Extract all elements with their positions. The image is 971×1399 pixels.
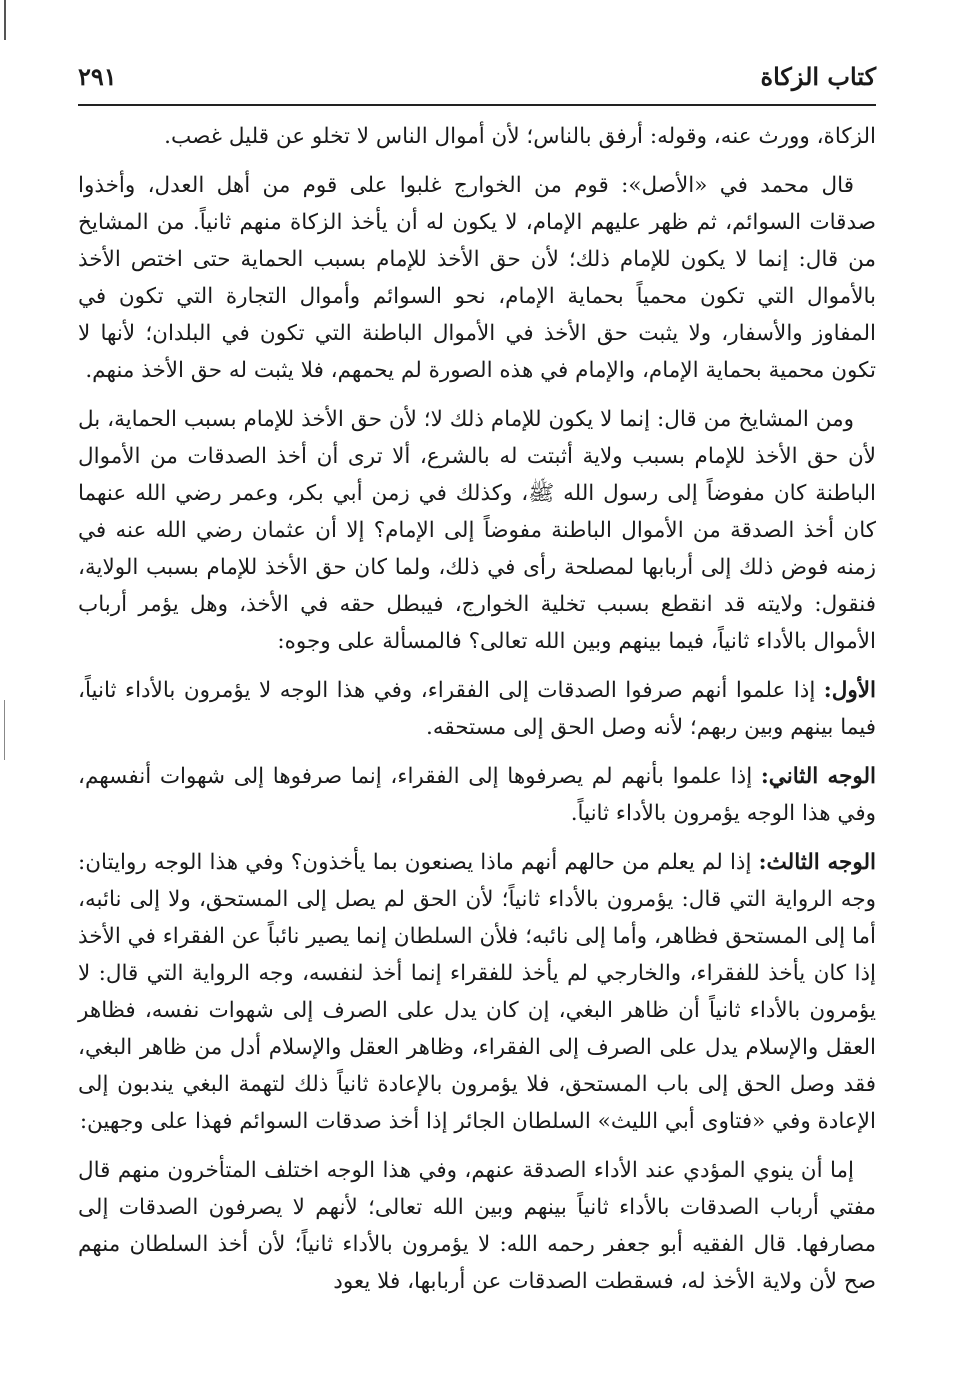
scan-edge-mark (4, 0, 6, 40)
paragraph-lead: الوجه الثاني: (760, 764, 877, 789)
paragraph-text: ومن المشايخ من قال: إنما لا يكون للإمام ذلك لا؛ لأن حق الأخذ للإمام بسبب الحماية، بل لأن حق الأخذ للإمام بسبب ولاية أثبتت له بالشرع، ألا ترى أن أخذ الصدقات من الأموال الباطنة كان مفوضاً إلى رسول الله ﷺ، وكذلك في زمن أبي بكر، وعمر رضي الله عنهما كان أخذ الصدقة من الأموال الباطنة مفوضاً إلى الإمام؟ إلا أن عثمان رضي الله عنه في زمنه فوض ذلك إلى أربابها لمصلحة رأى في ذلك، ولما كان حق الأخذ للإمام بسبب الولاية، فنقول: ولايته قد انقطع بسبب تخلية الخوارج، فيبطل حقه في الأخذ، وهل يؤمر أرباب الأموال بالأداء ثانياً، فيما بينهم وبين الله تعالى؟ فالمسألة على وجوه: (78, 407, 876, 654)
chapter-title: كتاب الزكاة (760, 62, 876, 91)
paragraph-lead: الأول: (823, 678, 876, 703)
paragraph-text: إذا علموا أنهم صرفوا الصدقات إلى الفقراء، وفي هذا الوجه لا يؤمرون بالأداء ثانياً، فيما بينهم وبين ربهم؛ لأنه وصل الحق إلى مستحقه. (78, 678, 876, 740)
paragraph-text: قال محمد في «الأصل»: قوم من الخوارج غلبوا على قوم من أهل العدل، وأخذوا صدقات السوائم، ثم ظهر عليهم الإمام، لا يكون له أن يأخذ الزكاة منهم ثانياً. من المشايخ من قال: إنما لا يكون للإمام ذلك؛ لأن حق الأخذ للإمام بسبب الحماية حتى اختص الأخذ بالأموال التي تكون محمياً بحماية الإمام، نحو السوائم وأموال التجارة التي تكون في المفاوز والأسفار، ولا يثبت حق الأخذ في الأموال الباطنة التي تكون في البلدان؛ لأنها لا تكون محمية بحماية الإمام، والإمام في هذه الصورة لم يحمهم، فلا يثبت له حق الأخذ منهم. (78, 173, 876, 383)
paragraph-text: الزكاة، وورث عنه، وقوله: أرفق بالناس؛ لأن أموال الناس لا تخلو عن قليل غصب. (164, 124, 876, 149)
body-text (78, 118, 876, 1312)
paragraph (78, 1152, 876, 1300)
paragraph-text: إذا لم يعلم من حالهم أنهم ماذا يصنعون بما يأخذون؟ وفي هذا الوجه روايتان: وجه الرواية التي قال: يؤمرون بالأداء ثانياً؛ لأن الحق لم يصل إلى المستحق، ولا إلى نائبه، أما إلى المستحق فظاهر، وأما إلى نائبه؛ فلأن السلطان إنما يصير نائباً عن الفقراء في الأخذ إذا كان يأخذ للفقراء، والخارجي لم يأخذ للفقراء إنما أخذ لنفسه، وجه الرواية التي قال: لا يؤمرون بالأداء ثانياً أن ظاهر البغي، إن كان يدل على الصرف إلى شهوات نفسه، فظاهر العقل والإسلام يدل على الصرف إلى الفقراء، وظاهر العقل والإسلام أدل من ظاهر البغي، فقد وصل الحق إلى باب المستحق، فلا يؤمرون بالإعادة ثانياً ذلك لتهمة البغي يندبون إلى الإعادة وفي «فتاوى أبي الليث» السلطان الجائر إذا أخذ صدقات السوائم فهذا على وجهين: (78, 850, 876, 1134)
paragraph-text: إذا علموا بأنهم لم يصرفوها إلى الفقراء، إنما صرفوها إلى شهوات أنفسهم، وفي هذا الوجه يؤمرون بالأداء ثانياً. (78, 764, 876, 826)
paragraph (78, 844, 876, 1140)
paragraph (78, 672, 876, 746)
paragraph-text: إما أن ينوي المؤدي عند الأداء الصدقة عنهم، وفي هذا الوجه اختلف المتأخرون منهم قال مفتي أرباب الصدقات بالأداء ثانياً بينهم وبين الله تعالى؛ لأنهم لا يصرفون الصدقات إلى مصارفها. قال الفقيه أبو جعفر رحمه الله: لا يؤمرون بالأداء ثانياً؛ لأن أخذ السلطان منهم صح لأن ولاية الأخذ له، فسقطت الصدقات عن أربابها، فلا يعود (78, 1158, 876, 1294)
scan-edge-mark (4, 700, 5, 760)
paragraph-lead: الوجه الثالث: (758, 850, 876, 875)
paragraph (78, 758, 876, 832)
header-rule (78, 104, 876, 106)
paragraph (78, 167, 876, 389)
page-number: ٢٩١ (78, 62, 117, 91)
paragraph (78, 401, 876, 660)
paragraph (78, 118, 876, 155)
running-header (78, 58, 876, 104)
